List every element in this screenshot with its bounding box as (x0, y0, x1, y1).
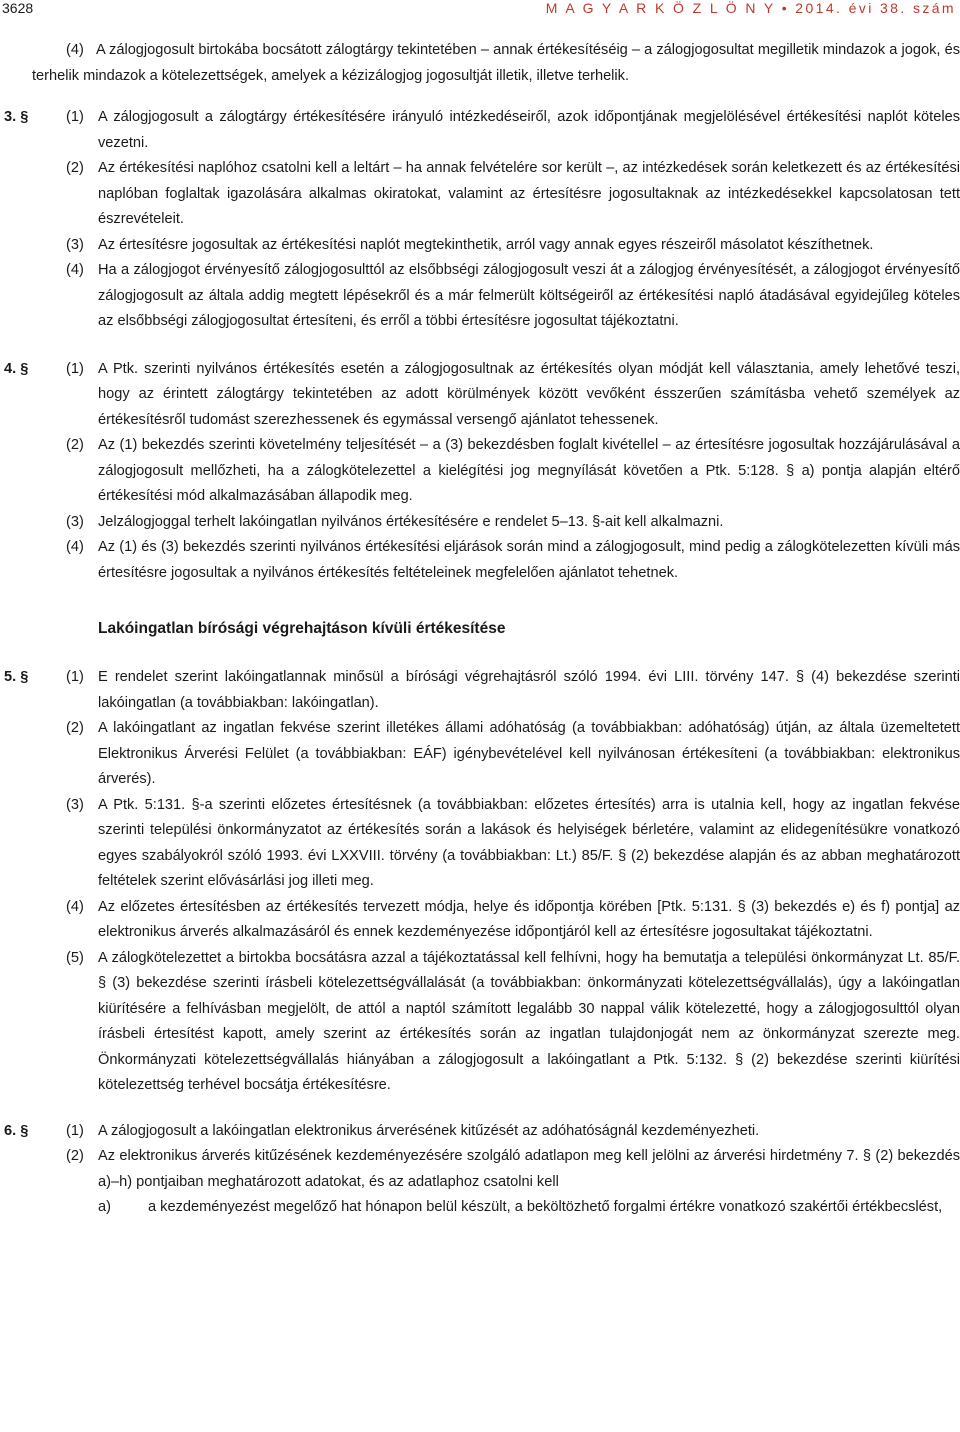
paragraph-2-4 (0, 38, 960, 89)
paragraph-text: Ha a zálogjogot érvényesítő zálogjogosulttól az elsőbbségi zálogjogosult veszi át a zálogjog érvényesítését, a zálogjogot érvényesítő zálogjogosult az általa addig megtett lépésekről és a már felmerült költségeiről az értékesítési napló átadásával egyidejűleg köteles az elsőbbségi zálogjogosultat értesíteni, és erről a többi értesítésre jogosultat tájékoztatni. (98, 262, 960, 329)
paragraph-4-4 (0, 535, 960, 586)
paragraph-label: (2) (66, 720, 84, 736)
paragraph-label: (1) (66, 360, 84, 377)
paragraph-label: (1) (66, 669, 84, 685)
paragraph-label: (3) (66, 513, 84, 530)
paragraph-3-1 (0, 105, 960, 156)
paragraph-5-3 (0, 793, 960, 895)
paragraph-text: Az előzetes értesítésben az értékesítés tervezett módja, helye és időpontja körében [Ptk. 5:131. § (3) bekezdés e) és f) pontja] az elektronikus árverés alkalmazásáról és ennek kezdeményezése időpontjáról kell az értesítésre jogosultakat tájékoztatni. (98, 898, 960, 940)
paragraph-text: Az elektronikus árverés kitűzésének kezdeményezésére szolgáló adatlapon meg kell jelölni az árverési hirdetmény 7. § (2) bekezdés a)–h) pontjaiban meghatározott adatokat, és az adatlaphoz csatolni kell (98, 1148, 960, 1190)
section-number: 3. § (4, 109, 29, 125)
point-label: a) (98, 1199, 111, 1215)
paragraph-label: (3) (66, 236, 84, 253)
paragraph-text: E rendelet szerint lakóingatlannak minősül a bírósági végrehajtásról szóló 1994. évi LIII. törvény 147. § (4) bekezdése szerinti lakóingatlan (a továbbiakban: lakóingatlan). (98, 669, 960, 711)
paragraph-label: (4) (66, 898, 84, 915)
paragraph-label: (3) (66, 796, 84, 813)
paragraph-text: A zálogkötelezettet a birtokba bocsátásra azzal a tájékoztatással kell felhívni, hogy ha bemutatja a települési önkormányzat Lt. 85/F. § (3) bekezdése szerinti írásbeli kötelezettségvállalását (a továbbiakban: önkormányzati kötelezettségvállalás), úgy a lakóingatlan kiürítésére a felhívásban megjelölt, de attól a naptól számított legalább 30 nappal válik kötelezetté, hogy a zálogjogosulttól olyan írásbeli értesítést kapott, amely szerint az értékesítés során az ingatlan tulajdonjogát nem az önkormányzat szerezte meg. Önkormányzati kötelezettségvállalás hiányában a zálogjogosult a lakóingatlant a Ptk. 5:132. § (2) bekezdése szerinti kiürítési kötelezettség terhével bocsátja értékesítésre. (98, 949, 960, 1093)
paragraph-text: A zálogjogosult a lakóingatlan elektronikus árverésének kitűzését az adóhatóságnál kezdeményezheti. (98, 1122, 760, 1139)
paragraph-4-3 (0, 510, 960, 536)
paragraph-4-1 (0, 357, 960, 434)
paragraph-label: (2) (66, 160, 84, 176)
paragraph-3-2 (0, 156, 960, 233)
paragraph-text: A Ptk. 5:131. §-a szerinti előzetes értesítésnek (a továbbiakban: előzetes értesítés) arra is utalnia kell, hogy az ingatlan fekvése szerinti települési önkormányzatot az értékesítés során a lakások és helyiségek bérletére, valamint az elidegenítésükre vonatkozó egyes szabályokról szóló 1993. évi LXXVIII. törvény (a továbbiakban: Lt.) 85/F. § (2) bekezdése alapján és az abban meghatározott feltételek szerint elővásárlási jog illeti meg. (98, 796, 960, 889)
paragraph-text: Jelzálogjoggal terhelt lakóingatlan nyilvános értékesítésére e rendelet 5–13. §-ait kell alkalmazni. (98, 513, 724, 530)
paragraph-text: Az értesítésre jogosultak az értékesítési naplót megtekinthetik, arról vagy annak egyes részeiről másolatot készíthetnek. (98, 236, 874, 253)
paragraph-label: (2) (66, 1148, 84, 1164)
section-subtitle: Lakóingatlan bírósági végrehajtáson kívüli értékesítése (98, 620, 506, 637)
paragraph-5-5 (0, 946, 960, 1099)
paragraph-label: (1) (66, 109, 84, 125)
section-number: 6. § (4, 1122, 29, 1139)
paragraph-label: (4) (66, 262, 84, 278)
document-body (0, 38, 960, 1221)
paragraph-4-2 (0, 433, 960, 510)
paragraph-text: A lakóingatlant az ingatlan fekvése szerint illetékes állami adóhatóság (a továbbiakban: adóhatóság) útján, az általa üzemeltetett Elektronikus Árverési Felület (a továbbiakban: EÁF) igénybevételével kell nyilvánosan értékesíteni (a továbbiakban: elektronikus árverés). (98, 720, 960, 787)
paragraph-3-3 (0, 233, 960, 259)
paragraph-5-4 (0, 895, 960, 946)
page-number: 3628 (2, 0, 34, 16)
paragraph-6-2 (0, 1144, 960, 1195)
point-a (0, 1195, 960, 1221)
paragraph-5-2 (0, 716, 960, 793)
paragraph-label: (5) (66, 949, 84, 966)
paragraph-text: A zálogjogosult birtokába bocsátott zálogtárgy tekintetében – annak értékesítéséig – a zálogjogosultat megilletik mindazok a jogok, és terhelik mindazok a kötelezettségek, amelyek a kézizálogjog jogosultját illetik, illetve terhelik. (32, 42, 960, 84)
paragraph-text: Az értékesítési naplóhoz csatolni kell a leltárt – ha annak felvételére sor került –, az intézkedések során keletkezett és az értékesítési naplóban foglaltak igazolására alkalmas okiratokat, valamint az értesítésre jogosultaknak az intézkedésekkel kapcsolatosan tett észrevételeit. (98, 160, 960, 227)
paragraph-label: (4) (66, 42, 84, 58)
paragraph-label: (1) (66, 1122, 84, 1139)
paragraph-text: Az (1) bekezdés szerinti követelmény teljesítését – a (3) bekezdésben foglalt kivétellel – az értesítésre jogosultak hozzájárulásával a zálogjogosult mellőzheti, ha a zálogkötelezettel a kielégítési jog megnyílását követően a Ptk. 5:128. § a) pontja alapján eltérő értékesítési mód alkalmazásában állapodik meg. (98, 437, 960, 504)
section-number: 4. § (4, 360, 29, 377)
paragraph-6-1 (0, 1119, 960, 1145)
paragraph-text: A Ptk. szerinti nyilvános értékesítés esetén a zálogjogosultnak az értékesítés olyan módját kell választania, amely lehetővé teszi, hogy az érintett zálogtárgy tekintetében az adott körülmények között vevőként ésszerűen számításba vehető személyek az értékesítésről tudomást szerezhessenek és egymással versengő ajánlatot tehessenek. (98, 360, 960, 428)
paragraph-3-4 (0, 258, 960, 335)
paragraph-5-1 (0, 665, 960, 716)
journal-title: M A G Y A R K Ö Z L Ö N Y • 2014. évi 38. szám (545, 0, 956, 16)
section-number: 5. § (4, 669, 29, 685)
paragraph-label: (2) (66, 437, 84, 453)
paragraph-label: (4) (66, 539, 84, 555)
paragraph-text: A zálogjogosult a zálogtárgy értékesítésére irányuló intézkedéseiről, azok időpontjának megjelölésével értékesítési naplót köteles vezetni. (98, 109, 960, 151)
paragraph-text: Az (1) és (3) bekezdés szerinti nyilvános értékesítési eljárások során mind a zálogjogosult, mind pedig a zálogkötelezetten kívüli más értesítésre jogosultak a nyilvános értékesítés feltételeinek megfelelően ajánlatot tehetnek. (98, 539, 960, 581)
point-text: a kezdeményezést megelőző hat hónapon belül készült, a beköltözhető forgalmi értékre vonatkozó szakértői értékbecslést, (148, 1199, 943, 1215)
page-header (0, 0, 960, 24)
